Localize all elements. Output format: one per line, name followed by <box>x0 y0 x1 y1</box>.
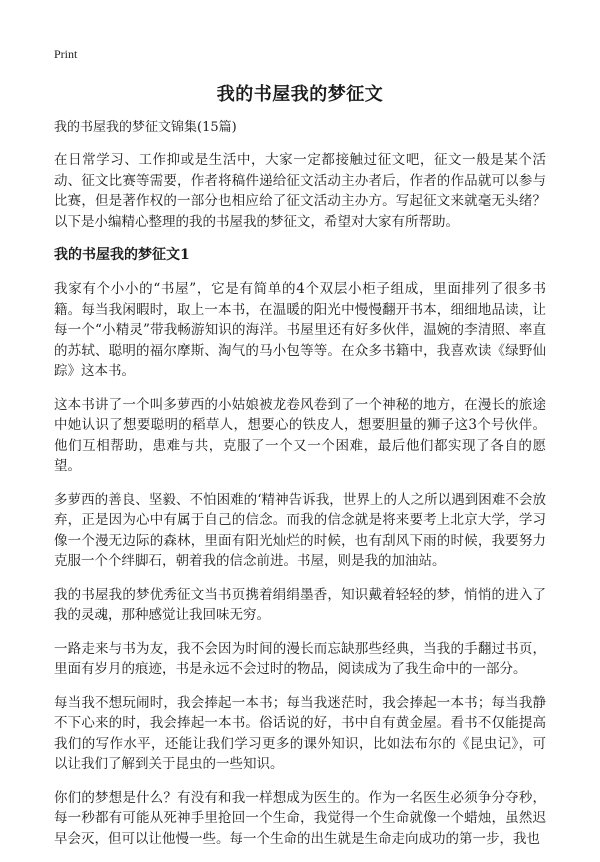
paragraph: 这本书讲了一个叫多萝西的小姑娘被龙卷风卷到了一个神秘的地方，在漫长的旅途中她认识了想要聪明的稻草人，想要心的铁皮人，想要胆量的狮子这3个号伙伴。他们互相帮助，患难与共，克服了一个又一个困难，最后他们都实现了各自的愿望。 <box>54 396 546 474</box>
paragraph: 你们的梦想是什么？有没有和我一样想成为医生的。作为一名医生必须争分夺秒，每一秒都有可能从死神手里抢回一个生命，我觉得一个生命就像一个蜡烛，虽然迟早会灭，但可以让他慢一些。每一个生命的出生就是生命走向成功的第一步，我也 <box>54 789 546 847</box>
intro-paragraph: 在日常学习、工作抑或是生活中，大家一定都接触过征文吧，征文一般是某个活动、征文比赛等需要，作者将稿件递给征文活动主办者后，作者的作品就可以参与比赛，但是著作权的一部分也相应给了征文活动主办方。写起征文来就毫无头绪？以下是小编精心整理的我的书屋我的梦征文，希望对大家有所帮助。 <box>54 152 546 230</box>
collection-subtitle: 我的书屋我的梦征文锦集(15篇) <box>54 120 237 135</box>
section-heading: 我的书屋我的梦征文1 <box>54 247 190 263</box>
paragraph: 一路走来与书为友，我不会因为时间的漫长而忘缺那些经典，当我的手翻过书页，里面有岁月的痕迹，书是永远不会过时的物品，阅读成为了我生命中的一部分。 <box>54 640 546 677</box>
print-link[interactable]: Print <box>54 47 78 61</box>
paragraph: 每当我不想玩闹时，我会捧起一本书；每当我迷茫时，我会捧起一本书；每当我静不下心来的时，我会捧起一本书。俗话说的好，书中自有黄金屋。看书不仅能提高我们的写作水平，还能让我们学习更多的课外知识，比如法布尔的《昆虫记》，可以让我们了解到关于昆虫的一些知识。 <box>54 694 546 772</box>
paragraph: 我家有个小小的“书屋”，它是有简单的4个双层小柜子组成，里面排列了很多书籍。每当我闲暇时，取上一本书，在温暖的阳光中慢慢翻开书本，细细地品读，让每一个“小精灵”带我畅游知识的海洋。书屋里还有好多伙伴，温婉的李清照、率直的苏轼、聪明的福尔摩斯、淘气的马小包等等。在众多书籍中，我喜欢读《绿野仙踪》这本书。 <box>54 281 546 379</box>
paragraph: 我的书屋我的梦优秀征文当书页携着绢绢墨香，知识戴着轻轻的梦，悄悄的进入了我的灵魂，那种感觉让我回味无穷。 <box>54 586 546 623</box>
article-body <box>54 118 546 862</box>
page-title: 我的书屋我的梦征文 <box>216 84 384 105</box>
paragraph: 多萝西的善良、坚毅、不怕困难的‘精神告诉我，世界上的人之所以遇到困难不会放弃，正是因为心中有属于自己的信念。而我的信念就是将来要考上北京大学，学习像一个漫无边际的森林，里面有阳光灿烂的时候，也有刮风下雨的时候，我要努力克服一个个绊脚石，朝着我的信念前进。书屋，则是我的加油站。 <box>54 491 546 569</box>
